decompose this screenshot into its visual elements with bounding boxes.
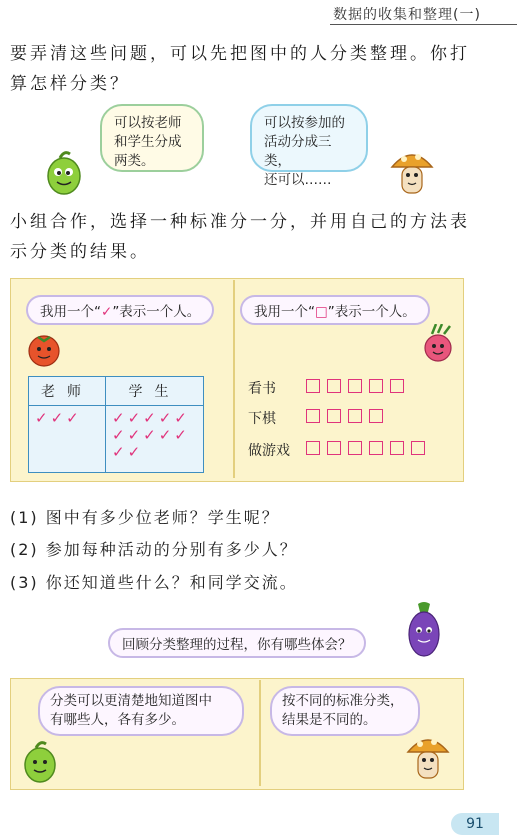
bubble-line: 结果是不同的。 <box>282 712 377 728</box>
pepper-character-icon <box>18 738 62 784</box>
header-rule <box>330 24 517 25</box>
tally-square <box>369 409 383 423</box>
bubble-line: 活动分成三类， <box>264 134 332 169</box>
tally-square <box>390 441 404 455</box>
tomato-character-icon <box>24 330 64 368</box>
bubble-line: 按不同的标准分类， <box>282 693 404 709</box>
method-text-post: ”表示一个人。 <box>112 304 201 320</box>
teacher-cell <box>29 406 106 473</box>
chapter-header: 数据的收集和整理(一) <box>333 7 481 23</box>
method-text-post: ”表示一个人。 <box>327 304 416 320</box>
intro-line-1: 要弄清这些问题，可以先把图中的人分类整理。你打 <box>10 44 470 64</box>
square-symbol: □ <box>315 304 328 320</box>
panel-divider <box>233 280 235 478</box>
tally-square <box>306 441 320 455</box>
reflection-bubble-left <box>38 686 244 736</box>
bubble-line: 可以按老师 <box>114 115 182 131</box>
activity-label: 看书 <box>248 381 276 397</box>
reflection-bubble-right <box>270 686 420 736</box>
task-line-1: 小组合作，选择一种标准分一分，并用自己的方法表 <box>10 212 470 232</box>
activity-squares <box>306 408 390 427</box>
bubble-line: 两类。 <box>114 153 155 169</box>
activity-label: 做游戏 <box>248 443 290 459</box>
method-text-pre: 我用一个“ <box>40 304 101 320</box>
activity-label: 下棋 <box>248 411 276 427</box>
header-student: 学生 <box>106 377 204 406</box>
page-number: 91 <box>451 813 499 835</box>
tally-square <box>369 441 383 455</box>
mushroom-character-icon <box>388 145 436 201</box>
tally-square <box>306 379 320 393</box>
method-square-pill <box>240 295 430 325</box>
tally-square <box>411 441 425 455</box>
pepper-character-icon <box>42 148 86 196</box>
checkmark-symbol: ✓ <box>101 304 113 320</box>
tally-square <box>369 379 383 393</box>
tally-square <box>327 379 341 393</box>
student-tally-row: ✓✓ <box>112 443 144 461</box>
tally-square <box>327 441 341 455</box>
mushroom-character-icon <box>404 730 452 786</box>
bubble-line: 还可以…… <box>264 172 332 188</box>
activity-squares <box>306 378 411 397</box>
bubble-line: 有哪些人，各有多少。 <box>50 712 185 728</box>
bubble-line: 可以按参加的 <box>264 115 345 131</box>
task-line-2: 示分类的结果。 <box>10 242 150 262</box>
radish-character-icon <box>420 324 456 364</box>
tally-table <box>28 376 204 473</box>
activity-row-reading <box>248 378 458 398</box>
bubble-line: 分类可以更清楚地知道图中 <box>50 693 212 709</box>
bubble-line: 和学生分成 <box>114 134 182 150</box>
tally-square <box>348 409 362 423</box>
student-tally-row: ✓✓✓✓✓ <box>112 426 190 444</box>
intro-line-2: 算怎样分类？ <box>10 74 130 94</box>
question-1: (1) 图中有多少位老师？学生呢？ <box>10 508 280 527</box>
method-checkmark-pill <box>26 295 214 325</box>
student-tally-row: ✓✓✓✓✓ <box>112 409 190 427</box>
panel-divider <box>259 680 261 786</box>
question-2: (2) 参加每种活动的分别有多少人？ <box>10 540 298 559</box>
tally-square <box>306 409 320 423</box>
tally-square <box>348 441 362 455</box>
method-text-pre: 我用一个“ <box>254 304 315 320</box>
activity-squares <box>306 440 432 459</box>
student-cell <box>106 406 204 473</box>
tally-square <box>348 379 362 393</box>
header-teacher: 老师 <box>29 377 106 406</box>
eggplant-character-icon <box>402 600 446 662</box>
tally-square <box>327 409 341 423</box>
tally-square <box>390 379 404 393</box>
review-prompt-bubble: 回顾分类整理的过程，你有哪些体会？ <box>108 628 366 658</box>
speech-bubble-activities <box>250 104 368 188</box>
teacher-tally-row: ✓✓✓ <box>35 409 82 427</box>
question-3: (3) 你还知道些什么？和同学交流。 <box>10 573 298 592</box>
speech-bubble-teacher-student <box>100 104 204 172</box>
activity-row-chess <box>248 408 458 428</box>
activity-row-games <box>248 440 458 460</box>
